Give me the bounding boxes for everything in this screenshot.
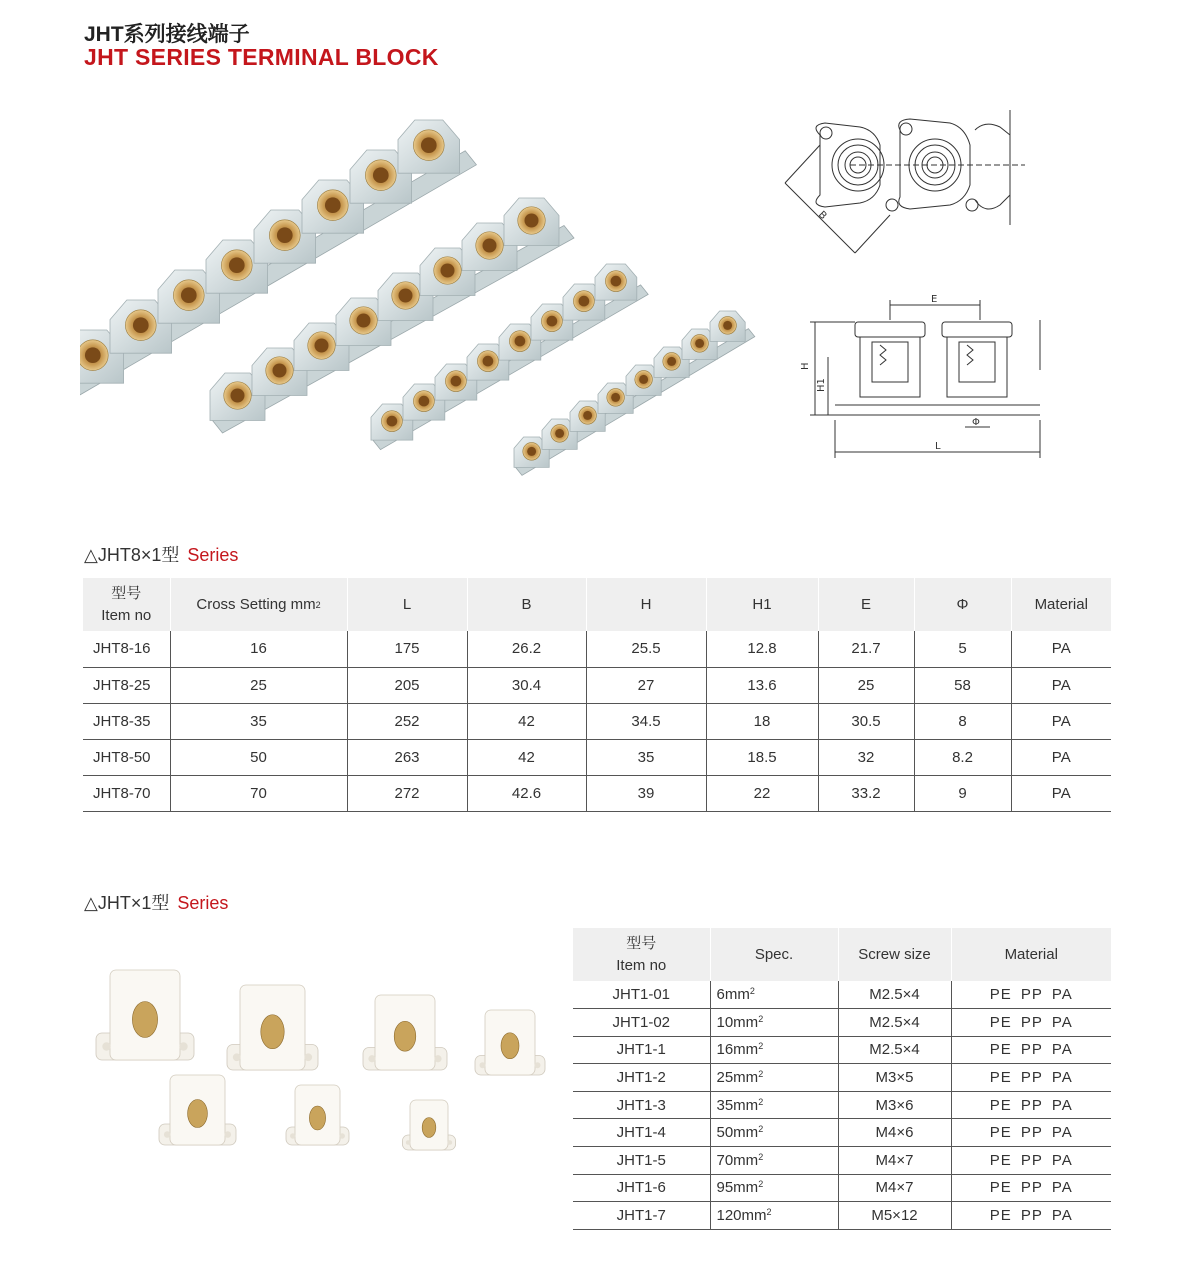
table-cell: 35 <box>170 703 347 739</box>
table-cell: 16 <box>170 631 347 667</box>
table-row <box>573 1174 1111 1202</box>
section1-title <box>84 541 238 567</box>
table-cell: 22 <box>706 775 818 811</box>
table-cell: JHT8-35 <box>83 703 170 739</box>
table-cell: 42.6 <box>467 775 586 811</box>
table-cell: PE PP PA <box>951 1009 1111 1037</box>
table-cell: JHT8-25 <box>83 667 170 703</box>
table-cell: JHT1-5 <box>573 1147 710 1175</box>
terminal-block <box>402 1100 455 1150</box>
dim-e-label: E <box>931 294 938 305</box>
col-material: Material <box>1011 578 1111 631</box>
table-cell: PA <box>1011 775 1111 811</box>
table-cell: PE PP PA <box>951 1036 1111 1064</box>
page-title-cn: JHT系列接线端子 <box>84 23 250 46</box>
table-cell: JHT8-16 <box>83 631 170 667</box>
col-h1: H1 <box>706 578 818 631</box>
table-cell: M4×7 <box>838 1147 951 1175</box>
table-header-row <box>83 578 1111 631</box>
table-cell: JHT1-01 <box>573 981 710 1009</box>
table-cell: JHT1-4 <box>573 1119 710 1147</box>
table-cell: PE PP PA <box>951 1091 1111 1119</box>
table-cell: 30.5 <box>818 703 914 739</box>
table-cell: 25.5 <box>586 631 706 667</box>
table-cell: JHT1-3 <box>573 1091 710 1119</box>
table-cell: 32 <box>818 739 914 775</box>
table-cell: 205 <box>347 667 467 703</box>
table-cell: 70 <box>170 775 347 811</box>
terminal-block <box>363 995 447 1070</box>
table-cell: M5×12 <box>838 1202 951 1230</box>
col-phi: Φ <box>914 578 1011 631</box>
table-cell: 252 <box>347 703 467 739</box>
table-cell: 42 <box>467 703 586 739</box>
table-row <box>573 1202 1111 1230</box>
dim-l-label: L <box>935 441 941 452</box>
table-cell: JHT8-50 <box>83 739 170 775</box>
table-cell: $16mm^2$ <box>710 1036 838 1064</box>
table-cell: 18.5 <box>706 739 818 775</box>
table-cell: PE PP PA <box>951 1202 1111 1230</box>
col-h: H <box>586 578 706 631</box>
table-cell: M3×6 <box>838 1091 951 1119</box>
table-cell: 50 <box>170 739 347 775</box>
dim-h1-label: H1 <box>816 378 827 392</box>
top-view-drawing <box>780 105 1040 265</box>
page-title-en: JHT SERIES TERMINAL BLOCK <box>84 44 439 70</box>
table-cell: $35mm^2$ <box>710 1091 838 1119</box>
table-cell: $95mm^2$ <box>710 1174 838 1202</box>
table-cell: 34.5 <box>586 703 706 739</box>
table-cell: 27 <box>586 667 706 703</box>
side-view-drawing <box>800 290 1055 465</box>
col-e: E <box>818 578 914 631</box>
terminal-block <box>286 1085 349 1145</box>
section1-series: Series <box>187 545 239 565</box>
table-header-row <box>573 928 1111 981</box>
table-row <box>83 667 1111 703</box>
section2-title <box>84 889 228 915</box>
terminal-block <box>475 1010 545 1075</box>
table-cell: 263 <box>347 739 467 775</box>
table-cell: 8.2 <box>914 739 1011 775</box>
table-row <box>573 1009 1111 1037</box>
col-b: B <box>467 578 586 631</box>
table-cell: 9 <box>914 775 1011 811</box>
col-l: L <box>347 578 467 631</box>
table-cell: 5 <box>914 631 1011 667</box>
table-cell: $25mm^2$ <box>710 1064 838 1092</box>
table-row <box>573 981 1111 1009</box>
jht8-spec-table <box>83 578 1111 812</box>
table-cell: 39 <box>586 775 706 811</box>
table-cell: 35 <box>586 739 706 775</box>
col-cross-setting: Cross Setting $mm^2$ <box>170 578 347 631</box>
table-row <box>573 1119 1111 1147</box>
table-cell: PA <box>1011 667 1111 703</box>
table-cell: PA <box>1011 739 1111 775</box>
table-cell: PE PP PA <box>951 1064 1111 1092</box>
table-cell: PE PP PA <box>951 1119 1111 1147</box>
table-cell: JHT1-6 <box>573 1174 710 1202</box>
table-cell: PE PP PA <box>951 1174 1111 1202</box>
section2-series: Series <box>177 893 229 913</box>
table-cell: 25 <box>818 667 914 703</box>
terminal-block-rows-photo <box>80 108 760 488</box>
table-cell: 30.4 <box>467 667 586 703</box>
table-row <box>573 1064 1111 1092</box>
table-cell: M4×7 <box>838 1174 951 1202</box>
table-cell: JHT1-2 <box>573 1064 710 1092</box>
table-cell: 58 <box>914 667 1011 703</box>
table-cell: 272 <box>347 775 467 811</box>
terminal-block <box>227 985 318 1070</box>
single-terminal-blocks-photo <box>90 950 560 1180</box>
table-cell: 26.2 <box>467 631 586 667</box>
table-row <box>573 1036 1111 1064</box>
table-cell: PE PP PA <box>951 981 1111 1009</box>
table-cell: PE PP PA <box>951 1147 1111 1175</box>
table-row <box>83 631 1111 667</box>
table-cell: M4×6 <box>838 1119 951 1147</box>
col-item-no: 型号 Item no <box>83 578 170 631</box>
table-cell: M2.5×4 <box>838 1009 951 1037</box>
terminal-block <box>96 970 194 1060</box>
table-row <box>83 739 1111 775</box>
table-cell: 25 <box>170 667 347 703</box>
table-row <box>83 775 1111 811</box>
table-cell: 13.6 <box>706 667 818 703</box>
col-item-no: 型号 Item no <box>573 928 710 981</box>
table-cell: JHT1-7 <box>573 1202 710 1230</box>
table-cell: 33.2 <box>818 775 914 811</box>
terminal-block <box>159 1075 236 1145</box>
table-cell: 12.8 <box>706 631 818 667</box>
col-material: Material <box>951 928 1111 981</box>
table-cell: 175 <box>347 631 467 667</box>
table-cell: 18 <box>706 703 818 739</box>
table-cell: 8 <box>914 703 1011 739</box>
section1-model: △JHT8×1型 <box>84 545 180 565</box>
col-screw-size: Screw size <box>838 928 951 981</box>
dim-h-label: H <box>800 362 811 370</box>
dim-b-label: B <box>815 209 829 222</box>
table-cell: 21.7 <box>818 631 914 667</box>
table-cell: JHT1-1 <box>573 1036 710 1064</box>
jht1-spec-table <box>573 928 1111 1230</box>
table-cell: 42 <box>467 739 586 775</box>
table-row <box>573 1091 1111 1119</box>
table-cell: PA <box>1011 703 1111 739</box>
table-row <box>573 1147 1111 1175</box>
col-spec: Spec. <box>710 928 838 981</box>
table-cell: M3×5 <box>838 1064 951 1092</box>
section2-model: △JHT×1型 <box>84 893 170 913</box>
table-cell: M2.5×4 <box>838 981 951 1009</box>
dim-phi-label: Φ <box>972 417 980 428</box>
table-cell: PA <box>1011 631 1111 667</box>
table-cell: $70mm^2$ <box>710 1147 838 1175</box>
table-cell: $6mm^2$ <box>710 981 838 1009</box>
table-cell: JHT1-02 <box>573 1009 710 1037</box>
table-row <box>83 703 1111 739</box>
table-cell: $120mm^2$ <box>710 1202 838 1230</box>
table-cell: JHT8-70 <box>83 775 170 811</box>
table-cell: $10mm^2$ <box>710 1009 838 1037</box>
table-cell: $50mm^2$ <box>710 1119 838 1147</box>
table-cell: M2.5×4 <box>838 1036 951 1064</box>
